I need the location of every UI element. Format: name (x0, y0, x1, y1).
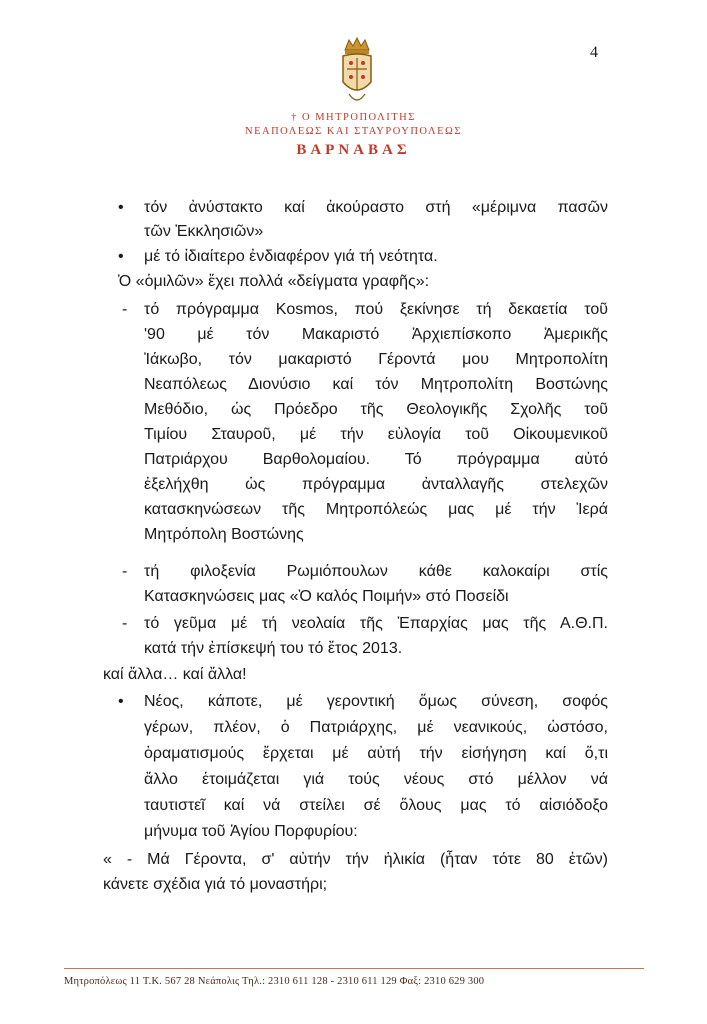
letterhead-name: ΒΑΡΝΑΒΑΣ (296, 142, 411, 158)
dash-1-line-4: Νεαπόλεως Διονύσιο καί τόν Μητροπολίτη Βοστώνης (144, 376, 608, 393)
bullet-1-line-1: τόν ἀνύστακτο καί ἀκούραστο στή «μέριμνα πασῶν (144, 199, 608, 216)
dash-2-line-1: τή φιλοξενία Ρωμιόπουλων κάθε καλοκαίρι στίς (144, 563, 608, 580)
bullet-mark: • (118, 693, 124, 710)
dash-1-line-3: Ἰάκωβο, τόν μακαριστό Γέροντά μου Μητροπολίτη (144, 351, 608, 368)
letterhead-title: † Ο ΜΗΤΡΟΠΟΛΙΤΗΣ (291, 112, 416, 123)
intro-line: Ὁ «ὁμιλῶν» ἔχει πολλά «δείγματα γραφῆς»: (118, 273, 430, 290)
quote-line-1: « - Μά Γέροντα, σ' αὐτήν τήν ἡλικία (ἦταν τότε 80 ἐτῶν) (103, 851, 608, 868)
bullet-mark: • (118, 199, 124, 216)
dash-mark: - (122, 301, 128, 318)
dash-1-line-7: Πατριάρχου Βαρθολομαίου. Τό πρόγραμμα αὐτό (144, 451, 608, 468)
dash-1-line-1: τό πρόγραμμα Kosmos, πού ξεκίνησε τή δεκαετία τοῦ (144, 301, 608, 318)
dash-1-line-2: '90 μέ τόν Μακαριστό Ἀρχιεπίσκοπο Ἀμερικῆς (144, 326, 608, 343)
bullet-3-line-3: ὁραματισμούς ἔρχεται μέ αὐτή τήν εἰσήγηση καί ὅ,τι (144, 745, 608, 762)
page-number: 4 (590, 44, 598, 61)
footer-contact: Μητροπόλεως 11 Τ.Κ. 567 28 Νεάπολις Τηλ.: 2310 611 128 - 2310 611 129 Φαξ: 2310 629 300 (64, 976, 485, 987)
letterhead-see: ΝΕΑΠΟΛΕΩΣ ΚΑΙ ΣΤΑΥΡΟΥΠΟΛΕΩΣ (245, 126, 462, 137)
and-more-line: καί ἄλλα… καί ἄλλα! (103, 666, 247, 683)
bullet-mark: • (118, 248, 124, 265)
bullet-3-line-4: ἄλλο ἑτοιμάζεται γιά τούς νέους στό μέλλον νά (144, 771, 608, 788)
dash-3-line-1: τό γεῦμα μέ τή νεολαία τῆς Ἐπαρχίας μας τῆς Α.Θ.Π. (144, 615, 608, 632)
dash-3-line-2: κατά τήν ἐπίσκεψή του τό ἔτος 2013. (144, 640, 403, 657)
dash-1-line-9: κατασκηνώσεων τῆς Μητροπόλεώς μας μέ τήν Ἱερά (144, 501, 608, 518)
dash-1-line-10: Μητρόπολη Βοστώνης (144, 526, 304, 543)
dash-1-line-5: Μεθόδιο, ὡς Πρόεδρο τῆς Θεολογικῆς Σχολῆς τοῦ (144, 401, 608, 418)
bullet-3-line-1: Νέος, κάποτε, μέ γεροντική ὅμως σύνεση, σοφός (144, 693, 608, 710)
dash-mark: - (122, 615, 128, 632)
bullet-3-line-6: μήνυμα τοῦ Ἁγίου Πορφυρίου: (144, 823, 358, 840)
dash-2-line-2: Κατασκηνώσεις μας «Ὁ καλός Ποιμήν» στό Ποσείδι (144, 588, 509, 605)
bullet-2: μέ τό ἰδιαίτερο ἐνδιαφέρον γιά τή νεότητα. (144, 248, 438, 265)
bullet-3-line-2: γέρων, πλέον, ὁ Πατριάρχης, μέ νεανικούς, ὡστόσο, (144, 719, 608, 736)
bullet-1-line-2: τῶν Ἐκκλησιῶν» (144, 223, 264, 240)
dash-1-line-6: Τιμίου Σταυροῦ, μέ τήν εὐλογία τοῦ Οἰκουμενικοῦ (144, 426, 608, 443)
footer-divider (64, 968, 644, 969)
dash-mark: - (122, 563, 128, 580)
quote-line-2: κάνετε σχέδια γιά τό μοναστήρι; (103, 876, 328, 893)
bullet-3-line-5: ταυτιστεῖ καί νά στείλει σέ ὅλους μας τό αἰσιόδοξο (144, 797, 608, 814)
metropolis-emblem-icon (337, 36, 377, 108)
dash-1-line-8: ἐξελήχθη ὡς πρόγραμμα ἀνταλλαγῆς στελεχῶν (144, 476, 608, 493)
